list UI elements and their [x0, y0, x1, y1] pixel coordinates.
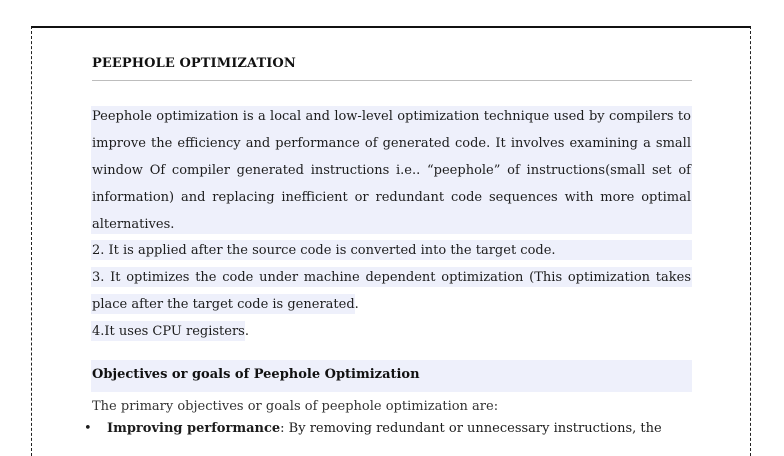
- bullet-symbol: •: [84, 421, 92, 436]
- point-line: 3. It optimizes the code under machine dependent optimization (This optimization takes: [92, 270, 691, 285]
- objectives-heading: Objectives or goals of Peephole Optimization: [92, 367, 420, 382]
- bullet-term: Improving performance: [107, 421, 281, 436]
- paragraph-line: alternatives.: [92, 217, 175, 232]
- section-heading: PEEPHOLE OPTIMIZATION: [92, 56, 296, 71]
- bullet-description: : By removing redundant or unnecessary instructions, the: [280, 421, 662, 436]
- heading-rule: [92, 80, 692, 81]
- paragraph-line: information) and replacing inefficient or redundant code sequences with more optimal: [92, 190, 691, 205]
- paragraph-line: Peephole optimization is a local and low-level optimization technique used by compilers to: [92, 109, 691, 124]
- point-line: 4.It uses CPU registers.: [92, 324, 249, 339]
- point-line: 2. It is applied after the source code is converted into the target code.: [92, 243, 556, 258]
- bullet-item: [107, 420, 662, 438]
- paragraph-line: improve the efficiency and performance of generated code. It involves examining a small: [92, 136, 691, 151]
- paragraph-line: window Of compiler generated instructions i.e.. “peephole” of instructions(small set of: [92, 163, 691, 178]
- objectives-intro: The primary objectives or goals of peephole optimization are:: [92, 399, 499, 414]
- point-line: place after the target code is generated.: [92, 297, 359, 312]
